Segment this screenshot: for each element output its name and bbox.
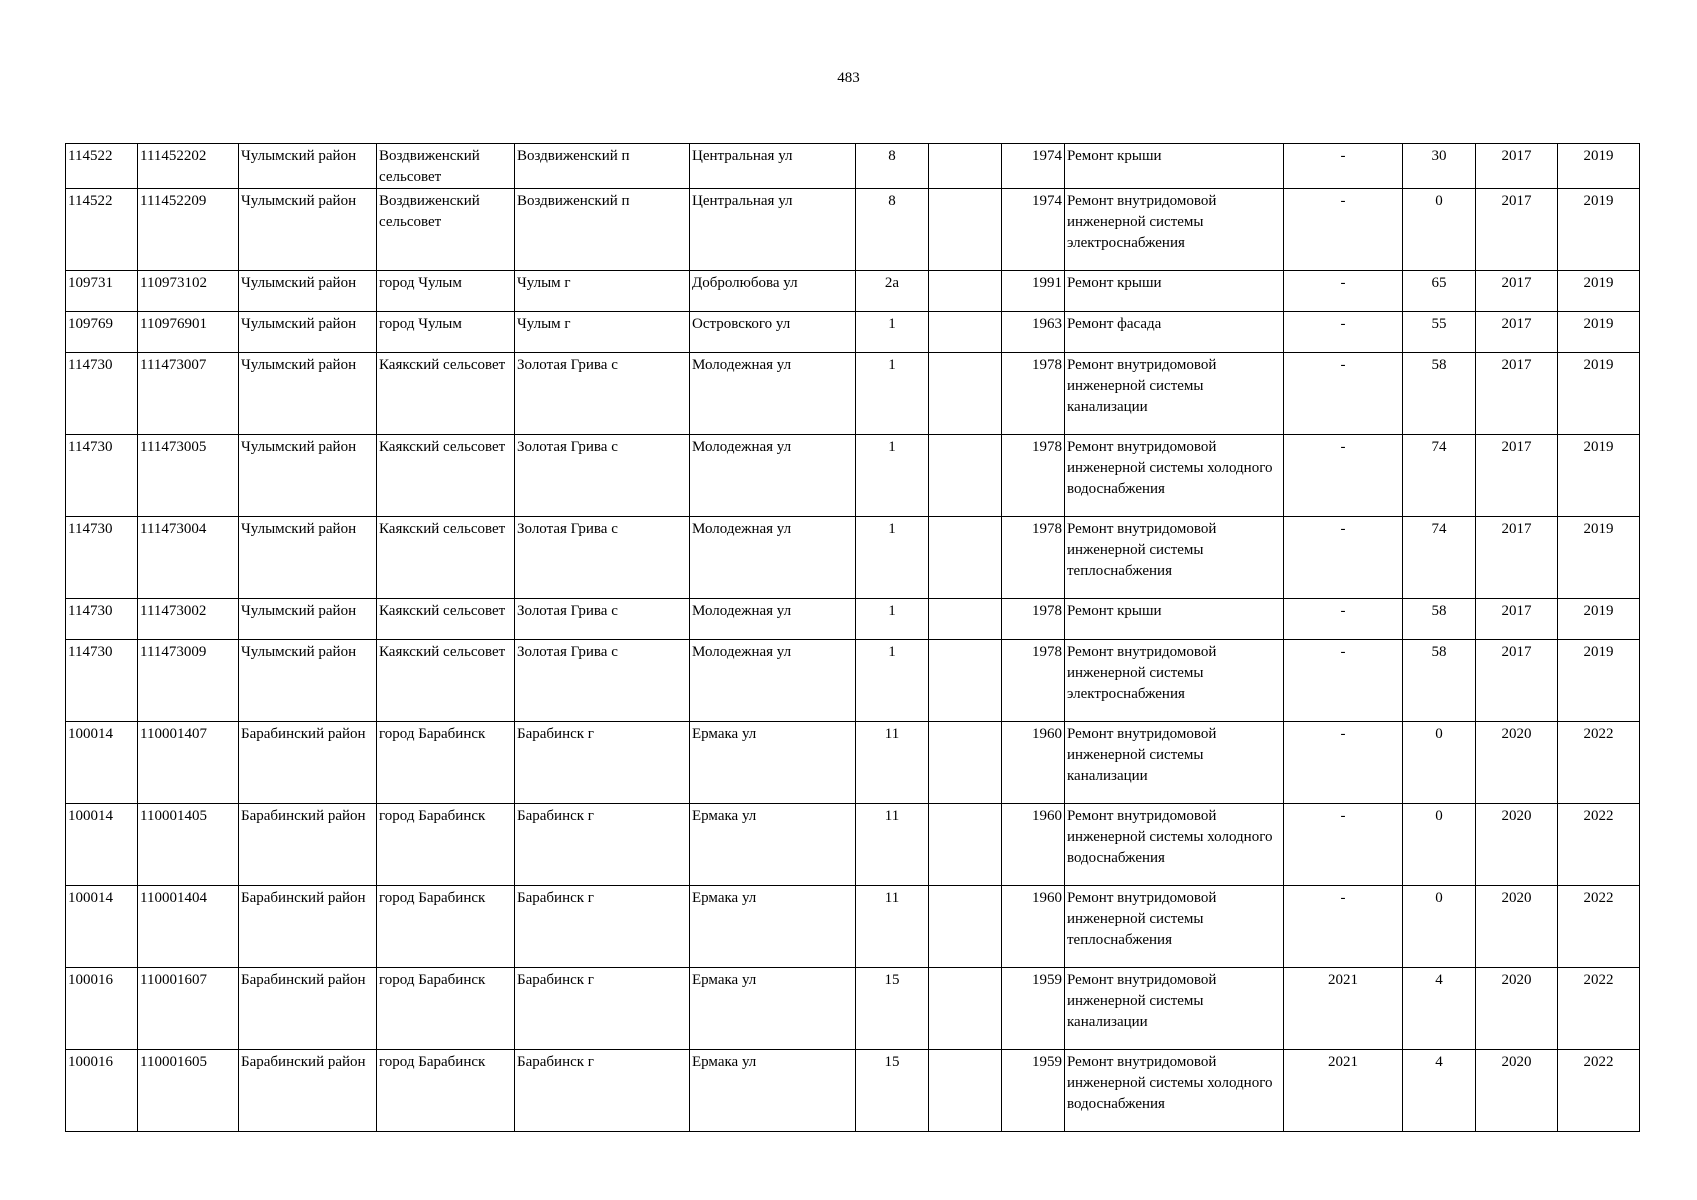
municipality-cell: город Барабинск: [377, 968, 515, 1050]
wear-percent-cell: 74: [1403, 435, 1476, 517]
house-number-cell: 8: [856, 144, 929, 189]
municipality-cell: Каякский сельсовет: [377, 599, 515, 640]
house-id-cell: 100016: [66, 1050, 138, 1132]
period-start-cell: 2017: [1476, 640, 1558, 722]
street-cell: Ермака ул: [690, 886, 856, 968]
street-cell: Добролюбова ул: [690, 271, 856, 312]
period-start-cell: 2017: [1476, 271, 1558, 312]
year-built-cell: 1963: [1002, 312, 1065, 353]
work-type-cell: Ремонт внутридомовой инженерной системы электроснабжения: [1065, 640, 1284, 722]
period-start-cell: 2017: [1476, 599, 1558, 640]
period-start-cell: 2017: [1476, 144, 1558, 189]
wear-percent-cell: 4: [1403, 968, 1476, 1050]
house-id-cell: 109769: [66, 312, 138, 353]
building-cell: [929, 804, 1002, 886]
period-start-cell: 2017: [1476, 435, 1558, 517]
table-row: [66, 271, 1640, 312]
municipality-cell: город Барабинск: [377, 1050, 515, 1132]
municipality-cell: Каякский сельсовет: [377, 435, 515, 517]
street-cell: Ермака ул: [690, 804, 856, 886]
wear-percent-cell: 0: [1403, 722, 1476, 804]
period-end-cell: 2019: [1558, 435, 1640, 517]
district-cell: Чулымский район: [239, 144, 377, 189]
table-row: [66, 968, 1640, 1050]
work-type-cell: Ремонт крыши: [1065, 271, 1284, 312]
period-end-cell: 2022: [1558, 968, 1640, 1050]
element-id-cell: 111452209: [138, 189, 239, 271]
inspection-year-cell: -: [1284, 144, 1403, 189]
house-id-cell: 100014: [66, 722, 138, 804]
period-end-cell: 2019: [1558, 640, 1640, 722]
house-number-cell: 2а: [856, 271, 929, 312]
settlement-cell: Барабинск г: [515, 886, 690, 968]
settlement-cell: Барабинск г: [515, 722, 690, 804]
street-cell: Молодежная ул: [690, 640, 856, 722]
building-cell: [929, 968, 1002, 1050]
work-type-cell: Ремонт крыши: [1065, 599, 1284, 640]
settlement-cell: Барабинск г: [515, 968, 690, 1050]
year-built-cell: 1959: [1002, 968, 1065, 1050]
house-id-cell: 114730: [66, 517, 138, 599]
period-start-cell: 2020: [1476, 886, 1558, 968]
table-row: [66, 517, 1640, 599]
year-built-cell: 1991: [1002, 271, 1065, 312]
period-end-cell: 2019: [1558, 599, 1640, 640]
period-end-cell: 2019: [1558, 353, 1640, 435]
district-cell: Барабинский район: [239, 1050, 377, 1132]
year-built-cell: 1960: [1002, 722, 1065, 804]
district-cell: Барабинский район: [239, 968, 377, 1050]
element-id-cell: 110001405: [138, 804, 239, 886]
element-id-cell: 110001407: [138, 722, 239, 804]
year-built-cell: 1978: [1002, 353, 1065, 435]
district-cell: Барабинский район: [239, 886, 377, 968]
district-cell: Чулымский район: [239, 435, 377, 517]
period-end-cell: 2019: [1558, 312, 1640, 353]
inspection-year-cell: -: [1284, 886, 1403, 968]
year-built-cell: 1978: [1002, 435, 1065, 517]
wear-percent-cell: 55: [1403, 312, 1476, 353]
wear-percent-cell: 0: [1403, 886, 1476, 968]
page-number: 483: [837, 70, 860, 86]
building-cell: [929, 640, 1002, 722]
building-cell: [929, 435, 1002, 517]
work-type-cell: Ремонт внутридомовой инженерной системы канализации: [1065, 968, 1284, 1050]
inspection-year-cell: -: [1284, 312, 1403, 353]
district-cell: Чулымский район: [239, 189, 377, 271]
element-id-cell: 111473009: [138, 640, 239, 722]
table-row: [66, 353, 1640, 435]
period-end-cell: 2022: [1558, 804, 1640, 886]
inspection-year-cell: 2021: [1284, 968, 1403, 1050]
district-cell: Чулымский район: [239, 271, 377, 312]
element-id-cell: 110001404: [138, 886, 239, 968]
inspection-year-cell: -: [1284, 599, 1403, 640]
municipality-cell: город Чулым: [377, 312, 515, 353]
building-cell: [929, 517, 1002, 599]
house-number-cell: 11: [856, 804, 929, 886]
settlement-cell: Золотая Грива с: [515, 517, 690, 599]
period-end-cell: 2019: [1558, 189, 1640, 271]
table-row: [66, 144, 1640, 189]
house-number-cell: 15: [856, 1050, 929, 1132]
district-cell: Чулымский район: [239, 312, 377, 353]
period-start-cell: 2017: [1476, 517, 1558, 599]
period-end-cell: 2022: [1558, 886, 1640, 968]
district-cell: Чулымский район: [239, 353, 377, 435]
table-row: [66, 804, 1640, 886]
street-cell: Центральная ул: [690, 189, 856, 271]
period-end-cell: 2019: [1558, 144, 1640, 189]
element-id-cell: 111473002: [138, 599, 239, 640]
house-number-cell: 1: [856, 599, 929, 640]
house-id-cell: 114730: [66, 353, 138, 435]
settlement-cell: Золотая Грива с: [515, 435, 690, 517]
building-cell: [929, 271, 1002, 312]
year-built-cell: 1959: [1002, 1050, 1065, 1132]
street-cell: Ермака ул: [690, 968, 856, 1050]
table-row: [66, 312, 1640, 353]
house-number-cell: 1: [856, 312, 929, 353]
settlement-cell: Чулым г: [515, 271, 690, 312]
settlement-cell: Золотая Грива с: [515, 599, 690, 640]
municipality-cell: Каякский сельсовет: [377, 640, 515, 722]
inspection-year-cell: -: [1284, 640, 1403, 722]
table-row: [66, 435, 1640, 517]
house-id-cell: 100014: [66, 804, 138, 886]
district-cell: Чулымский район: [239, 517, 377, 599]
wear-percent-cell: 58: [1403, 640, 1476, 722]
settlement-cell: Золотая Грива с: [515, 640, 690, 722]
work-type-cell: Ремонт внутридомовой инженерной системы теплоснабжения: [1065, 886, 1284, 968]
street-cell: Молодежная ул: [690, 517, 856, 599]
element-id-cell: 111473007: [138, 353, 239, 435]
street-cell: Молодежная ул: [690, 353, 856, 435]
settlement-cell: Барабинск г: [515, 1050, 690, 1132]
table-row: [66, 640, 1640, 722]
repair-register-table: [65, 143, 1640, 1132]
year-built-cell: 1960: [1002, 804, 1065, 886]
element-id-cell: 111452202: [138, 144, 239, 189]
house-number-cell: 15: [856, 968, 929, 1050]
period-end-cell: 2019: [1558, 517, 1640, 599]
inspection-year-cell: -: [1284, 353, 1403, 435]
street-cell: Молодежная ул: [690, 599, 856, 640]
wear-percent-cell: 58: [1403, 599, 1476, 640]
period-start-cell: 2017: [1476, 189, 1558, 271]
house-id-cell: 109731: [66, 271, 138, 312]
inspection-year-cell: -: [1284, 517, 1403, 599]
wear-percent-cell: 30: [1403, 144, 1476, 189]
work-type-cell: Ремонт фасада: [1065, 312, 1284, 353]
period-start-cell: 2017: [1476, 312, 1558, 353]
street-cell: Ермака ул: [690, 1050, 856, 1132]
street-cell: Центральная ул: [690, 144, 856, 189]
work-type-cell: Ремонт внутридомовой инженерной системы холодного водоснабжения: [1065, 804, 1284, 886]
house-id-cell: 114730: [66, 640, 138, 722]
settlement-cell: Воздвиженский п: [515, 189, 690, 271]
street-cell: Островского ул: [690, 312, 856, 353]
element-id-cell: 110001605: [138, 1050, 239, 1132]
wear-percent-cell: 58: [1403, 353, 1476, 435]
work-type-cell: Ремонт внутридомовой инженерной системы холодного водоснабжения: [1065, 435, 1284, 517]
settlement-cell: Воздвиженский п: [515, 144, 690, 189]
table-row: [66, 722, 1640, 804]
year-built-cell: 1974: [1002, 144, 1065, 189]
building-cell: [929, 1050, 1002, 1132]
municipality-cell: город Барабинск: [377, 722, 515, 804]
period-end-cell: 2022: [1558, 1050, 1640, 1132]
house-number-cell: 1: [856, 353, 929, 435]
municipality-cell: Каякский сельсовет: [377, 517, 515, 599]
table-row: [66, 1050, 1640, 1132]
period-start-cell: 2020: [1476, 804, 1558, 886]
period-start-cell: 2017: [1476, 353, 1558, 435]
wear-percent-cell: 74: [1403, 517, 1476, 599]
element-id-cell: 110976901: [138, 312, 239, 353]
house-number-cell: 8: [856, 189, 929, 271]
inspection-year-cell: -: [1284, 804, 1403, 886]
house-id-cell: 114730: [66, 435, 138, 517]
house-number-cell: 1: [856, 435, 929, 517]
work-type-cell: Ремонт внутридомовой инженерной системы теплоснабжения: [1065, 517, 1284, 599]
settlement-cell: Барабинск г: [515, 804, 690, 886]
district-cell: Чулымский район: [239, 640, 377, 722]
building-cell: [929, 599, 1002, 640]
wear-percent-cell: 65: [1403, 271, 1476, 312]
building-cell: [929, 312, 1002, 353]
year-built-cell: 1978: [1002, 640, 1065, 722]
house-number-cell: 11: [856, 722, 929, 804]
period-end-cell: 2022: [1558, 722, 1640, 804]
table-body: [66, 144, 1640, 1132]
municipality-cell: Воздвиженский сельсовет: [377, 144, 515, 189]
wear-percent-cell: 4: [1403, 1050, 1476, 1132]
building-cell: [929, 353, 1002, 435]
house-id-cell: 100014: [66, 886, 138, 968]
house-number-cell: 11: [856, 886, 929, 968]
house-number-cell: 1: [856, 517, 929, 599]
settlement-cell: Золотая Грива с: [515, 353, 690, 435]
inspection-year-cell: -: [1284, 435, 1403, 517]
building-cell: [929, 722, 1002, 804]
building-cell: [929, 189, 1002, 271]
year-built-cell: 1978: [1002, 517, 1065, 599]
year-built-cell: 1960: [1002, 886, 1065, 968]
table-row: [66, 886, 1640, 968]
municipality-cell: город Барабинск: [377, 804, 515, 886]
municipality-cell: Воздвиженский сельсовет: [377, 189, 515, 271]
element-id-cell: 111473004: [138, 517, 239, 599]
table-row: [66, 189, 1640, 271]
period-end-cell: 2019: [1558, 271, 1640, 312]
element-id-cell: 111473005: [138, 435, 239, 517]
work-type-cell: Ремонт внутридомовой инженерной системы канализации: [1065, 722, 1284, 804]
house-id-cell: 114522: [66, 189, 138, 271]
wear-percent-cell: 0: [1403, 189, 1476, 271]
house-id-cell: 114522: [66, 144, 138, 189]
district-cell: Барабинский район: [239, 722, 377, 804]
inspection-year-cell: -: [1284, 189, 1403, 271]
inspection-year-cell: -: [1284, 722, 1403, 804]
inspection-year-cell: 2021: [1284, 1050, 1403, 1132]
work-type-cell: Ремонт внутридомовой инженерной системы канализации: [1065, 353, 1284, 435]
building-cell: [929, 144, 1002, 189]
year-built-cell: 1978: [1002, 599, 1065, 640]
wear-percent-cell: 0: [1403, 804, 1476, 886]
element-id-cell: 110973102: [138, 271, 239, 312]
house-id-cell: 100016: [66, 968, 138, 1050]
period-start-cell: 2020: [1476, 722, 1558, 804]
street-cell: Ермака ул: [690, 722, 856, 804]
period-start-cell: 2020: [1476, 1050, 1558, 1132]
district-cell: Барабинский район: [239, 804, 377, 886]
street-cell: Молодежная ул: [690, 435, 856, 517]
municipality-cell: Каякский сельсовет: [377, 353, 515, 435]
work-type-cell: Ремонт крыши: [1065, 144, 1284, 189]
settlement-cell: Чулым г: [515, 312, 690, 353]
work-type-cell: Ремонт внутридомовой инженерной системы электроснабжения: [1065, 189, 1284, 271]
building-cell: [929, 886, 1002, 968]
house-number-cell: 1: [856, 640, 929, 722]
district-cell: Чулымский район: [239, 599, 377, 640]
year-built-cell: 1974: [1002, 189, 1065, 271]
table-row: [66, 599, 1640, 640]
period-start-cell: 2020: [1476, 968, 1558, 1050]
element-id-cell: 110001607: [138, 968, 239, 1050]
house-id-cell: 114730: [66, 599, 138, 640]
work-type-cell: Ремонт внутридомовой инженерной системы холодного водоснабжения: [1065, 1050, 1284, 1132]
inspection-year-cell: -: [1284, 271, 1403, 312]
municipality-cell: город Барабинск: [377, 886, 515, 968]
municipality-cell: город Чулым: [377, 271, 515, 312]
